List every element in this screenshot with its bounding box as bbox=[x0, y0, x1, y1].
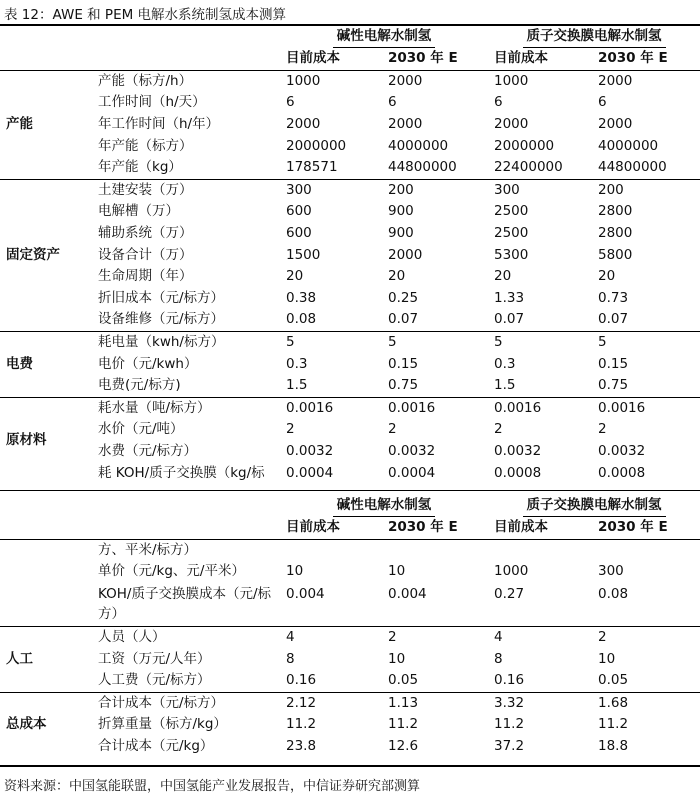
table-cell: 0.75 bbox=[598, 377, 629, 394]
table-cell: 5 bbox=[388, 334, 397, 351]
column-header-row bbox=[0, 517, 700, 539]
table-cell: 2 bbox=[494, 421, 503, 438]
table-cell: 11.2 bbox=[494, 716, 525, 733]
table-cell: 2000000 bbox=[286, 137, 347, 154]
table-row bbox=[0, 309, 700, 331]
row-label: 折算重量（标方/kg） bbox=[98, 716, 227, 733]
table-cell: 0.0032 bbox=[494, 442, 542, 459]
table-cell: 2000 bbox=[388, 116, 423, 133]
table-cell: 0.0016 bbox=[494, 399, 542, 416]
section-label: 产能 bbox=[6, 116, 33, 133]
table-cell: 178571 bbox=[286, 159, 338, 176]
table-row bbox=[0, 692, 700, 714]
table-cell: 0.0004 bbox=[286, 464, 334, 481]
table-cell: 6 bbox=[388, 94, 397, 111]
column-header-row bbox=[0, 48, 700, 70]
table-cell: 11.2 bbox=[286, 716, 317, 733]
group-header: 质子交换膜电解水制氢 bbox=[488, 495, 700, 517]
table-cell: 2 bbox=[388, 629, 397, 646]
table-row bbox=[0, 462, 700, 484]
row-label: KOH/质子交换膜成本（元/标方） bbox=[98, 586, 271, 623]
table-cell: 22400000 bbox=[494, 159, 563, 176]
table-cell: 300 bbox=[494, 181, 520, 198]
table-row bbox=[0, 626, 700, 648]
row-label: 人员（人） bbox=[98, 629, 166, 646]
table-cell: 2000 bbox=[286, 116, 321, 133]
table-cell: 5300 bbox=[494, 246, 529, 263]
table-cell: 6 bbox=[598, 94, 607, 111]
row-label: 水费（元/标方） bbox=[98, 442, 198, 459]
section-label: 固定资产 bbox=[6, 246, 60, 263]
row-label: 耗 KOH/质子交换膜（kg/标 bbox=[98, 464, 265, 481]
table-cell: 0.75 bbox=[388, 377, 419, 394]
table-cell: 37.2 bbox=[494, 738, 525, 755]
table-cell: 44800000 bbox=[598, 159, 667, 176]
row-label: 电费(元/标方) bbox=[98, 377, 181, 394]
table-cell: 18.8 bbox=[598, 738, 629, 755]
table-row bbox=[0, 201, 700, 223]
table-cell: 0.0016 bbox=[286, 399, 334, 416]
table-cell: 0.0008 bbox=[494, 464, 542, 481]
table-cell: 2000000 bbox=[494, 137, 555, 154]
table-cell: 20 bbox=[598, 268, 616, 285]
group-header-row bbox=[0, 495, 700, 517]
row-label: 土建安装（万） bbox=[98, 181, 193, 198]
table-cell: 2 bbox=[598, 629, 607, 646]
table-cell: 2000 bbox=[598, 116, 633, 133]
row-label: 人工费（元/标方） bbox=[98, 672, 211, 689]
table-cell: 0.0008 bbox=[598, 464, 646, 481]
table-row bbox=[0, 266, 700, 288]
table-row bbox=[0, 648, 700, 670]
table-cell: 10 bbox=[388, 563, 406, 580]
table-cell: 0.16 bbox=[286, 672, 317, 689]
table-cell: 1.13 bbox=[388, 694, 419, 711]
row-label: 年产能（标方） bbox=[98, 137, 193, 154]
table-cell: 0.07 bbox=[598, 311, 629, 328]
table-cell: 11.2 bbox=[388, 716, 419, 733]
section-label: 电费 bbox=[6, 355, 33, 372]
table-cell: 6 bbox=[286, 94, 295, 111]
table-cell bbox=[280, 539, 382, 561]
row-label: 生命周期（年） bbox=[98, 268, 193, 285]
table-cell: 4000000 bbox=[388, 137, 449, 154]
table-row bbox=[0, 92, 700, 114]
table-cell: 20 bbox=[494, 268, 512, 285]
table-cell: 8 bbox=[286, 650, 295, 667]
table-row bbox=[0, 114, 700, 136]
table-row bbox=[0, 419, 700, 441]
table-cell: 5 bbox=[598, 334, 607, 351]
table-cell: 12.6 bbox=[388, 738, 419, 755]
table-row bbox=[0, 244, 700, 266]
table-cell: 0.07 bbox=[388, 311, 419, 328]
row-label: 年产能（kg） bbox=[98, 159, 182, 176]
row-label: 合计成本（元/标方） bbox=[98, 694, 225, 711]
table-cell: 0.0016 bbox=[388, 399, 436, 416]
row-label: 产能（标方/h） bbox=[98, 72, 193, 89]
table-cell: 0.16 bbox=[494, 672, 525, 689]
table-cell: 5800 bbox=[598, 246, 633, 263]
table-cell: 0.15 bbox=[388, 355, 419, 372]
row-label: 方、平米/标方） bbox=[98, 541, 198, 558]
table-cell: 5 bbox=[286, 334, 295, 351]
table-cell: 4 bbox=[494, 629, 503, 646]
row-label: 电价（元/kwh） bbox=[98, 355, 198, 372]
table-row bbox=[0, 223, 700, 245]
row-label: 工作时间（h/天） bbox=[98, 94, 206, 111]
table-cell: 0.08 bbox=[598, 585, 629, 602]
table-cell: 6 bbox=[494, 94, 503, 111]
table-cell: 44800000 bbox=[388, 159, 457, 176]
table-cell bbox=[382, 539, 488, 561]
table-row bbox=[0, 670, 700, 692]
table-cell: 0.05 bbox=[598, 672, 629, 689]
row-label: 耗电量（kwh/标方） bbox=[98, 334, 225, 351]
table-cell: 2000 bbox=[388, 72, 423, 89]
table-cell: 1.33 bbox=[494, 289, 525, 306]
column-header: 目前成本 bbox=[286, 519, 340, 536]
table-cell: 600 bbox=[286, 203, 312, 220]
table-cell: 2800 bbox=[598, 203, 633, 220]
table-cell: 0.3 bbox=[286, 355, 308, 372]
row-label: 辅助系统（万） bbox=[98, 225, 193, 242]
column-header: 2030 年 E bbox=[388, 50, 458, 67]
table-cell: 200 bbox=[388, 181, 414, 198]
column-header: 2030 年 E bbox=[388, 519, 458, 536]
table-row bbox=[0, 135, 700, 157]
table-cell: 0.004 bbox=[388, 585, 427, 602]
row-label: 设备维修（元/标方） bbox=[98, 311, 225, 328]
row-label: 工资（万元/人年） bbox=[98, 650, 211, 667]
row-label: 耗水量（吨/标方） bbox=[98, 399, 211, 416]
table-cell: 0.05 bbox=[388, 672, 419, 689]
table-cell bbox=[488, 539, 592, 561]
row-label: 年工作时间（h/年） bbox=[98, 116, 220, 133]
column-header: 目前成本 bbox=[494, 50, 548, 67]
table-cell: 0.38 bbox=[286, 289, 317, 306]
table-row bbox=[0, 736, 700, 758]
table-cell: 2.12 bbox=[286, 694, 317, 711]
table-cell: 1.5 bbox=[286, 377, 308, 394]
table-cell: 5 bbox=[494, 334, 503, 351]
table-cell: 0.3 bbox=[494, 355, 516, 372]
mid-rule bbox=[0, 490, 700, 491]
table-cell: 2500 bbox=[494, 225, 529, 242]
table-cell: 0.07 bbox=[494, 311, 525, 328]
table-row bbox=[0, 714, 700, 736]
group-header: 碱性电解水制氢 bbox=[280, 26, 488, 48]
table-cell: 10 bbox=[286, 563, 304, 580]
table-row bbox=[0, 179, 700, 201]
table-cell: 0.0004 bbox=[388, 464, 436, 481]
table-cell: 10 bbox=[388, 650, 406, 667]
section-label: 总成本 bbox=[6, 716, 47, 733]
table-cell: 2000 bbox=[598, 72, 633, 89]
section-label bbox=[0, 539, 92, 626]
table-cell: 1.68 bbox=[598, 694, 629, 711]
table-row bbox=[0, 157, 700, 179]
table-row bbox=[0, 441, 700, 463]
cost-table-part-2 bbox=[0, 495, 700, 757]
table-cell: 1000 bbox=[494, 563, 529, 580]
table-cell: 0.08 bbox=[286, 311, 317, 328]
table-cell: 2800 bbox=[598, 225, 633, 242]
row-label: 折旧成本（元/标方） bbox=[98, 289, 225, 306]
table-cell: 1000 bbox=[286, 72, 321, 89]
row-label: 设备合计（万） bbox=[98, 246, 193, 263]
table-cell: 300 bbox=[598, 563, 624, 580]
column-header: 2030 年 E bbox=[598, 50, 668, 67]
table-cell: 900 bbox=[388, 225, 414, 242]
table-cell: 2 bbox=[388, 421, 397, 438]
table-row bbox=[0, 561, 700, 583]
table-cell: 0.73 bbox=[598, 289, 629, 306]
row-label: 合计成本（元/kg） bbox=[98, 738, 214, 755]
table-cell: 1.5 bbox=[494, 377, 516, 394]
table-cell: 0.15 bbox=[598, 355, 629, 372]
table-cell: 2500 bbox=[494, 203, 529, 220]
table-cell: 0.0032 bbox=[388, 442, 436, 459]
table-cell: 3.32 bbox=[494, 694, 525, 711]
table-cell: 20 bbox=[388, 268, 406, 285]
table-row bbox=[0, 375, 700, 397]
group-header-row bbox=[0, 26, 700, 48]
table-row bbox=[0, 70, 700, 92]
table-cell: 600 bbox=[286, 225, 312, 242]
table-cell bbox=[592, 539, 700, 561]
group-header: 碱性电解水制氢 bbox=[280, 495, 488, 517]
column-header: 2030 年 E bbox=[598, 519, 668, 536]
table-cell: 1000 bbox=[494, 72, 529, 89]
section-label: 人工 bbox=[6, 650, 33, 667]
table-cell: 10 bbox=[598, 650, 616, 667]
table-cell: 4000000 bbox=[598, 137, 659, 154]
cost-table-part-1 bbox=[0, 26, 700, 484]
table-cell: 11.2 bbox=[598, 716, 629, 733]
table-cell: 23.8 bbox=[286, 738, 317, 755]
table-title: 表 12：AWE 和 PEM 电解水系统制氢成本测算 bbox=[4, 7, 287, 23]
table-cell: 0.004 bbox=[286, 585, 325, 602]
table-cell: 2 bbox=[598, 421, 607, 438]
row-label: 水价（元/吨） bbox=[98, 421, 184, 438]
column-header: 目前成本 bbox=[286, 50, 340, 67]
table-row bbox=[0, 288, 700, 310]
table-row bbox=[0, 397, 700, 419]
table-cell: 0.25 bbox=[388, 289, 419, 306]
table-cell: 300 bbox=[286, 181, 312, 198]
table-cell: 2 bbox=[286, 421, 295, 438]
table-cell: 1500 bbox=[286, 246, 321, 263]
bottom-rule bbox=[0, 765, 700, 767]
table-cell: 8 bbox=[494, 650, 503, 667]
table-cell: 200 bbox=[598, 181, 624, 198]
table-cell: 0.0032 bbox=[286, 442, 334, 459]
row-label: 电解槽（万） bbox=[98, 203, 179, 220]
footnote: 资料来源：中国氢能联盟，中国氢能产业发展报告，中信证券研究部测算 bbox=[4, 779, 421, 794]
row-label: 单价（元/kg、元/平米） bbox=[98, 563, 245, 580]
table-cell: 2000 bbox=[494, 116, 529, 133]
table-cell: 0.0032 bbox=[598, 442, 646, 459]
table-cell: 0.0016 bbox=[598, 399, 646, 416]
table-cell: 4 bbox=[286, 629, 295, 646]
table-row bbox=[0, 583, 700, 627]
table-cell: 900 bbox=[388, 203, 414, 220]
table-cell: 20 bbox=[286, 268, 304, 285]
section-label: 原材料 bbox=[6, 432, 47, 449]
table-row bbox=[0, 539, 700, 561]
group-header: 质子交换膜电解水制氢 bbox=[488, 26, 700, 48]
table-row bbox=[0, 331, 700, 353]
table-cell: 0.27 bbox=[494, 585, 525, 602]
table-cell: 2000 bbox=[388, 246, 423, 263]
table-row bbox=[0, 353, 700, 375]
column-header: 目前成本 bbox=[494, 519, 548, 536]
